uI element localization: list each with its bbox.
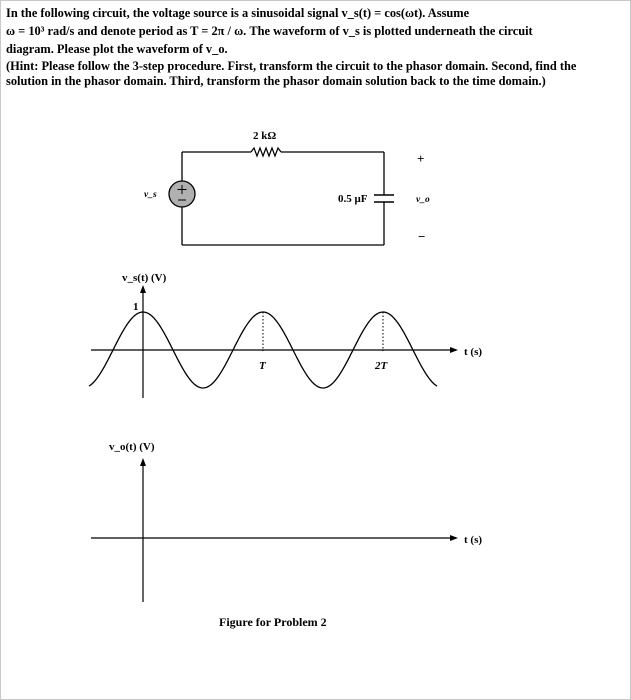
vo-y-label: v_o(t) (V) <box>109 441 155 453</box>
capacitor-label: 0.5 μF <box>338 193 368 205</box>
problem-line-2: ω = 10³ rad/s and denote period as T = 2π / ω. The waveform of v_s is plotted underneath the circuit <box>6 24 533 39</box>
vs-x-arrow <box>450 347 458 353</box>
problem-hint: (Hint: Please follow the 3-step procedure. First, transform the circuit to the phasor domain. Second, find the solution in the phasor domain. Third, transform the phasor domain solution back to the time domain.) <box>6 58 577 89</box>
voltage-source-icon <box>169 181 195 207</box>
problem-line-3: diagram. Please plot the waveform of v_o. <box>6 42 228 57</box>
vo-x-label: t (s) <box>464 534 483 546</box>
vs-y-label: v_s(t) (V) <box>122 272 167 284</box>
vs-tick-T: T <box>259 360 266 372</box>
vo-y-arrow <box>140 458 146 466</box>
vs-tick-2T: 2T <box>375 360 388 372</box>
capacitor-symbol <box>374 195 394 202</box>
problem-line-1: In the following circuit, the voltage source is a sinusoidal signal v_s(t) = cos(ωt). Assume <box>6 6 470 20</box>
vs-amplitude-label: 1 <box>133 301 139 313</box>
figure-caption: Figure for Problem 2 <box>219 615 327 629</box>
source-label: v_s <box>144 190 157 200</box>
resistor-label: 2 kΩ <box>253 130 277 142</box>
vs-x-label: t (s) <box>464 346 483 358</box>
vs-y-arrow <box>140 285 146 293</box>
output-minus: − <box>418 229 426 244</box>
vo-plot <box>91 441 482 602</box>
output-label: v_o <box>416 195 430 205</box>
resistor-symbol <box>251 148 281 156</box>
output-plus: + <box>417 151 425 166</box>
vo-x-arrow <box>450 535 458 541</box>
vs-plot <box>89 272 482 398</box>
